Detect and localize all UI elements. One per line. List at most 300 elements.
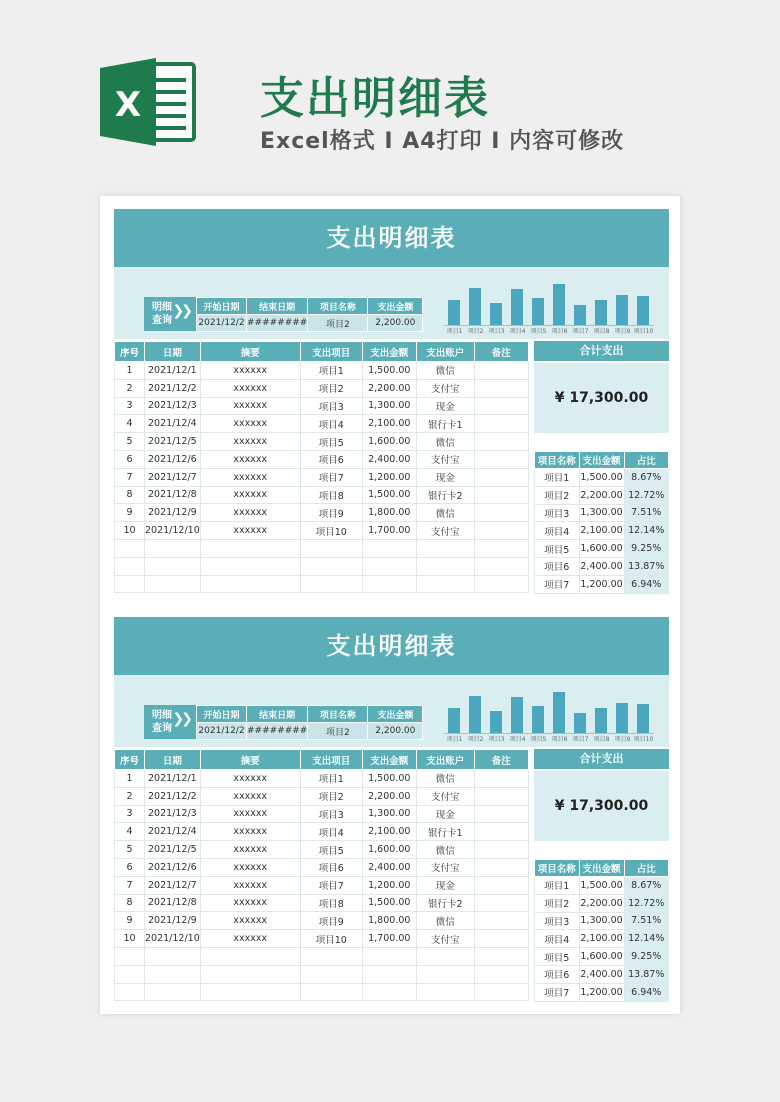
table-row [115,362,529,380]
query-amount: 2,200.00 [368,723,423,740]
summary-percent: 9.25% [624,948,669,966]
table-cell[interactable]: 支付宝 [416,450,474,468]
table-cell[interactable]: 银行卡2 [416,486,474,504]
table-cell[interactable] [474,557,528,575]
table-cell[interactable] [474,486,528,504]
table-cell[interactable]: 2,100.00 [362,415,416,433]
table-cell[interactable]: 2021/12/1 [145,770,201,788]
table-cell[interactable] [145,947,201,965]
table-cell[interactable]: 项目5 [300,841,362,859]
summary-header: 项目名称 [535,452,580,469]
total-label: 合计支出 [534,341,669,361]
summary-row [535,877,669,895]
table-cell[interactable]: 2021/12/4 [145,415,201,433]
column-header: 日期 [145,342,201,362]
table-cell[interactable]: xxxxxx [200,876,300,894]
summary-row [535,504,669,522]
table-cell[interactable]: 2021/12/6 [145,858,201,876]
table-cell[interactable]: 1,300.00 [362,805,416,823]
summary-percent: 12.14% [624,522,669,540]
table-cell[interactable]: 1,500.00 [362,362,416,380]
table-cell[interactable] [474,539,528,557]
table-cell[interactable] [474,362,528,380]
summary-percent: 7.51% [624,912,669,930]
table-cell[interactable] [300,983,362,1001]
table-cell[interactable]: 1,700.00 [362,930,416,948]
table-cell[interactable]: 项目7 [300,876,362,894]
table-cell[interactable] [416,983,474,1001]
table-cell[interactable] [474,930,528,948]
query-start-date[interactable]: 2021/12/2 [197,315,247,332]
table-cell[interactable]: 项目6 [300,450,362,468]
table-cell[interactable]: 项目4 [300,823,362,841]
table-cell[interactable] [362,965,416,983]
table-cell[interactable]: 2021/12/2 [145,379,201,397]
table-cell[interactable]: 2,200.00 [362,379,416,397]
column-header: 备注 [474,342,528,362]
table-cell[interactable]: 2021/12/5 [145,433,201,451]
summary-percent: 8.67% [624,877,669,895]
summary-cell: 2,100.00 [579,522,624,540]
chart-tick-label: 项目3 [488,328,505,335]
table-cell[interactable]: xxxxxx [200,841,300,859]
chart-bar [616,703,628,733]
chart-bar [469,696,481,733]
summary-cell: 项目4 [535,522,580,540]
table-cell[interactable]: xxxxxx [200,858,300,876]
summary-header: 项目名称 [535,860,580,877]
expense-table [114,341,529,593]
summary-cell: 1,300.00 [579,504,624,522]
svg-text:X: X [114,85,142,125]
table-cell[interactable]: 2021/12/3 [145,397,201,415]
table-cell[interactable]: 2 [115,787,145,805]
table-cell[interactable]: 1,700.00 [362,522,416,540]
table-cell[interactable]: 6 [115,858,145,876]
table-cell[interactable]: 3 [115,397,145,415]
summary-cell: 1,200.00 [579,983,624,1001]
table-cell[interactable]: xxxxxx [200,450,300,468]
table-cell[interactable] [416,557,474,575]
table-cell[interactable]: 项目9 [300,912,362,930]
query-label: 明细 查询 ❯❯ [144,705,196,739]
table-cell[interactable]: 2021/12/8 [145,894,201,912]
table-cell[interactable] [115,557,145,575]
table-cell[interactable]: 2021/12/10 [145,930,201,948]
chart-tick-label: 项目7 [572,328,589,335]
table-cell[interactable]: xxxxxx [200,522,300,540]
table-cell[interactable]: 1 [115,770,145,788]
summary-percent: 12.72% [624,486,669,504]
table-cell[interactable] [416,575,474,593]
summary-row [535,522,669,540]
sheet-title: 支出明细表 [114,617,669,675]
chart-tick-label: 项目6 [551,328,568,335]
summary-percent: 6.94% [624,983,669,1001]
table-row [115,912,529,930]
table-cell[interactable]: 5 [115,841,145,859]
column-header: 摘要 [200,342,300,362]
table-cell[interactable] [145,965,201,983]
table-cell[interactable] [300,965,362,983]
table-cell[interactable] [474,787,528,805]
table-cell[interactable]: xxxxxx [200,397,300,415]
table-cell[interactable]: 银行卡1 [416,415,474,433]
mini-bar-chart [444,685,654,743]
table-cell[interactable]: 项目4 [300,415,362,433]
table-cell[interactable]: 现金 [416,397,474,415]
table-cell[interactable]: 项目3 [300,805,362,823]
table-cell[interactable] [300,557,362,575]
table-cell[interactable]: 支付宝 [416,787,474,805]
query-table [196,297,423,332]
table-cell[interactable]: 2 [115,379,145,397]
summary-cell: 2,200.00 [579,894,624,912]
summary-table [534,451,669,594]
query-label: 明细 查询 ❯❯ [144,297,196,331]
table-cell[interactable]: 2021/12/2 [145,787,201,805]
table-cell[interactable]: 支付宝 [416,522,474,540]
table-cell[interactable]: xxxxxx [200,415,300,433]
table-cell[interactable]: 10 [115,522,145,540]
table-cell[interactable] [474,504,528,522]
table-cell[interactable] [200,575,300,593]
table-cell[interactable]: 2021/12/9 [145,504,201,522]
table-cell[interactable] [362,539,416,557]
page-title: 支出明细表 [260,73,490,124]
table-cell[interactable]: 银行卡1 [416,823,474,841]
table-cell[interactable]: xxxxxx [200,930,300,948]
table-cell[interactable]: 2,400.00 [362,858,416,876]
table-cell[interactable]: 3 [115,805,145,823]
table-row [115,397,529,415]
table-cell[interactable] [145,983,201,1001]
table-cell[interactable]: 项目8 [300,894,362,912]
table-cell[interactable] [474,450,528,468]
table-row [115,858,529,876]
table-cell[interactable] [145,575,201,593]
table-cell[interactable]: 4 [115,415,145,433]
chart-bar [637,296,649,325]
query-item-name[interactable]: 项目2 [308,723,368,740]
chart-bar [448,708,460,733]
chart-tick-label: 项目4 [509,736,526,743]
chart-bar [448,300,460,325]
table-cell[interactable]: 1,500.00 [362,770,416,788]
table-cell[interactable]: 2021/12/3 [145,805,201,823]
table-cell[interactable]: 项目5 [300,433,362,451]
query-header: 项目名称 [308,298,368,315]
summary-cell: 项目3 [535,504,580,522]
query-start-date[interactable]: 2021/12/2 [197,723,247,740]
summary-row [535,469,669,487]
table-cell[interactable]: 2021/12/6 [145,450,201,468]
table-cell[interactable]: xxxxxx [200,805,300,823]
summary-percent: 13.87% [624,557,669,575]
table-cell[interactable]: xxxxxx [200,362,300,380]
table-cell[interactable] [474,575,528,593]
query-amount: 2,200.00 [368,315,423,332]
mini-bar-chart [444,277,654,335]
table-cell[interactable]: xxxxxx [200,379,300,397]
table-cell[interactable]: 10 [115,930,145,948]
summary-table [534,859,669,1002]
table-cell[interactable]: xxxxxx [200,787,300,805]
chart-bar [637,704,649,733]
summary-header: 占比 [624,452,669,469]
table-cell[interactable]: 现金 [416,805,474,823]
table-cell[interactable] [115,947,145,965]
table-cell[interactable] [115,539,145,557]
table-cell[interactable]: 微信 [416,912,474,930]
table-cell[interactable] [474,379,528,397]
table-cell[interactable]: 1,600.00 [362,841,416,859]
table-cell[interactable] [474,522,528,540]
table-cell[interactable]: 2021/12/8 [145,486,201,504]
table-cell[interactable] [474,823,528,841]
table-cell[interactable]: 2021/12/7 [145,876,201,894]
summary-percent: 12.72% [624,894,669,912]
table-cell[interactable]: xxxxxx [200,504,300,522]
table-cell[interactable] [300,575,362,593]
summary-cell: 2,100.00 [579,930,624,948]
table-row [115,876,529,894]
table-cell[interactable] [362,983,416,1001]
table-cell[interactable]: xxxxxx [200,823,300,841]
table-cell[interactable]: 1,800.00 [362,912,416,930]
summary-cell: 2,400.00 [579,965,624,983]
table-cell[interactable]: xxxxxx [200,486,300,504]
chart-bar [553,692,565,733]
table-cell[interactable] [474,468,528,486]
summary-cell: 项目1 [535,469,580,487]
table-row [115,433,529,451]
table-cell[interactable] [474,397,528,415]
table-cell[interactable]: xxxxxx [200,912,300,930]
table-cell[interactable] [300,947,362,965]
table-cell[interactable] [416,947,474,965]
table-row [115,930,529,948]
chart-bar [532,706,544,733]
table-cell[interactable]: 项目2 [300,787,362,805]
chart-bar [490,303,502,325]
table-cell[interactable]: 1,200.00 [362,468,416,486]
summary-cell: 1,500.00 [579,877,624,895]
table-cell[interactable]: 项目2 [300,379,362,397]
table-cell[interactable]: 微信 [416,362,474,380]
summary-row [535,930,669,948]
table-cell[interactable]: 2021/12/4 [145,823,201,841]
table-row [115,770,529,788]
table-cell[interactable] [300,539,362,557]
summary-row [535,575,669,593]
expense-sheet-2 [114,617,669,1002]
table-cell[interactable]: 现金 [416,876,474,894]
query-header: 结束日期 [247,706,308,723]
chart-tick-label: 项目2 [467,736,484,743]
table-cell[interactable]: 微信 [416,504,474,522]
summary-percent: 9.25% [624,540,669,558]
sheet-title: 支出明细表 [114,209,669,267]
table-cell[interactable]: 1,600.00 [362,433,416,451]
table-cell[interactable]: xxxxxx [200,894,300,912]
summary-header: 支出金额 [579,860,624,877]
query-header: 支出金额 [368,298,423,315]
table-cell[interactable] [200,965,300,983]
summary-row [535,486,669,504]
table-cell[interactable] [200,557,300,575]
table-row [115,415,529,433]
table-cell[interactable]: 项目1 [300,362,362,380]
chart-tick-label: 项目6 [551,736,568,743]
chart-tick-label: 项目9 [614,328,631,335]
table-cell[interactable]: 2,200.00 [362,787,416,805]
table-cell[interactable] [362,575,416,593]
table-cell[interactable]: 银行卡2 [416,894,474,912]
table-cell[interactable]: 1,300.00 [362,397,416,415]
table-row [115,450,529,468]
table-cell[interactable]: 项目7 [300,468,362,486]
summary-row [535,965,669,983]
table-cell[interactable]: 支付宝 [416,930,474,948]
summary-cell: 项目5 [535,540,580,558]
table-cell[interactable]: 微信 [416,770,474,788]
table-cell[interactable] [474,770,528,788]
chart-bar [511,697,523,733]
table-cell[interactable] [145,557,201,575]
column-header: 摘要 [200,750,300,770]
chart-bar [616,295,628,325]
table-cell[interactable]: 9 [115,912,145,930]
table-cell[interactable] [200,539,300,557]
summary-percent: 8.67% [624,469,669,487]
table-cell[interactable]: xxxxxx [200,468,300,486]
table-cell[interactable]: 2021/12/5 [145,841,201,859]
table-cell[interactable] [474,876,528,894]
table-cell[interactable] [474,805,528,823]
column-header: 支出账户 [416,750,474,770]
summary-cell: 1,600.00 [579,948,624,966]
query-header: 支出金额 [368,706,423,723]
query-item-name[interactable]: 项目2 [308,315,368,332]
table-cell[interactable] [200,983,300,1001]
table-cell[interactable] [200,947,300,965]
summary-cell: 项目6 [535,965,580,983]
chart-tick-label: 项目10 [633,328,654,335]
table-cell[interactable] [474,983,528,1001]
table-cell[interactable]: 7 [115,468,145,486]
table-cell[interactable] [474,415,528,433]
summary-cell: 项目3 [535,912,580,930]
table-cell[interactable] [474,841,528,859]
summary-cell: 1,600.00 [579,540,624,558]
table-cell[interactable]: 2021/12/10 [145,522,201,540]
table-cell[interactable]: 微信 [416,433,474,451]
table-cell[interactable] [474,947,528,965]
table-cell[interactable]: 1,500.00 [362,894,416,912]
table-cell[interactable]: 项目8 [300,486,362,504]
expense-sheet-1 [114,209,669,594]
table-cell[interactable] [362,557,416,575]
table-cell[interactable] [416,965,474,983]
table-cell[interactable]: 1,200.00 [362,876,416,894]
table-cell[interactable]: 现金 [416,468,474,486]
table-cell[interactable]: 项目1 [300,770,362,788]
table-cell[interactable]: 7 [115,876,145,894]
table-cell[interactable] [145,539,201,557]
table-cell[interactable]: xxxxxx [200,433,300,451]
summary-cell: 项目6 [535,557,580,575]
chart-bar [532,298,544,325]
table-cell[interactable]: 4 [115,823,145,841]
table-cell[interactable]: 支付宝 [416,379,474,397]
query-table [196,705,423,740]
table-row [115,841,529,859]
table-cell[interactable]: 1,800.00 [362,504,416,522]
table-row [115,539,529,557]
table-cell[interactable]: 项目3 [300,397,362,415]
summary-percent: 6.94% [624,575,669,593]
table-row [115,965,529,983]
table-cell[interactable]: 8 [115,894,145,912]
table-cell[interactable]: 2021/12/1 [145,362,201,380]
table-cell[interactable] [474,912,528,930]
table-cell[interactable]: 2021/12/7 [145,468,201,486]
summary-row [535,948,669,966]
query-end-date[interactable]: ######## [247,723,308,740]
table-cell[interactable] [416,539,474,557]
page-subtitle: Excel格式 I A4打印 I 内容可修改 [260,129,625,154]
chart-tick-label: 项目5 [530,328,547,335]
table-cell[interactable]: 1,500.00 [362,486,416,504]
table-cell[interactable]: 项目10 [300,930,362,948]
chart-bar [574,305,586,325]
table-cell[interactable]: xxxxxx [200,770,300,788]
table-cell[interactable] [115,575,145,593]
summary-cell: 项目7 [535,575,580,593]
query-header: 项目名称 [308,706,368,723]
table-cell[interactable]: 2021/12/9 [145,912,201,930]
chart-bar [490,711,502,733]
query-end-date[interactable]: ######## [247,315,308,332]
table-cell[interactable]: 支付宝 [416,858,474,876]
table-cell[interactable]: 项目6 [300,858,362,876]
table-cell[interactable] [115,965,145,983]
summary-row [535,557,669,575]
table-cell[interactable]: 6 [115,450,145,468]
table-cell[interactable] [115,983,145,1001]
chart-tick-label: 项目1 [446,328,463,335]
table-cell[interactable] [362,947,416,965]
table-cell[interactable]: 2,100.00 [362,823,416,841]
table-cell[interactable]: 2,400.00 [362,450,416,468]
table-cell[interactable]: 9 [115,504,145,522]
table-cell[interactable]: 微信 [416,841,474,859]
table-cell[interactable]: 项目10 [300,522,362,540]
excel-logo-icon [100,56,198,148]
table-cell[interactable]: 5 [115,433,145,451]
table-cell[interactable] [474,858,528,876]
table-cell[interactable] [474,433,528,451]
table-cell[interactable] [474,894,528,912]
table-cell[interactable]: 1 [115,362,145,380]
table-row [115,379,529,397]
total-label: 合计支出 [534,749,669,769]
table-cell[interactable]: 8 [115,486,145,504]
table-cell[interactable]: 项目9 [300,504,362,522]
table-cell[interactable] [474,965,528,983]
chart-tick-label: 项目9 [614,736,631,743]
